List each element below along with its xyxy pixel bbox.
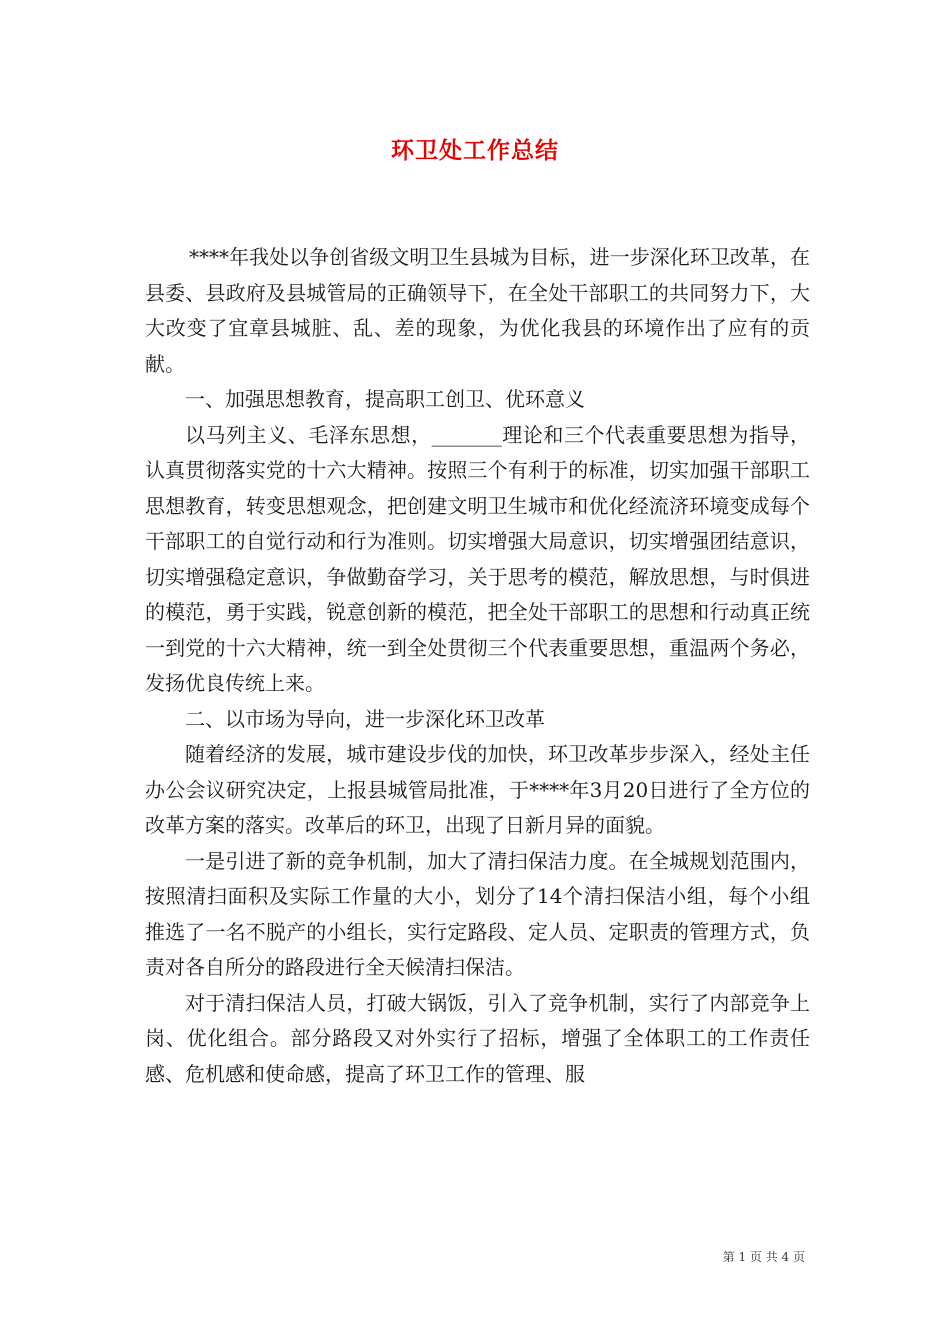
paragraph-cleaning-staff: 对于清扫保洁人员，打破大锅饭，引入了竞争机制，实行了内部竞争上岗、优化组合。部分路段又对外实行了招标，增强了全体职工的工作责任感、危机感和使命感，提高了环卫工作的管理、服 [145,990,810,1086]
paragraph-competition: 一是引进了新的竞争机制，加大了清扫保洁力度。在全城规划范围内，按照清扫面积及实际工作量的大小，划分了14个清扫保洁小组，每个小组推选了一名不脱产的小组长，实行定路段、定人员、定职责的管理方式，负责对各自所分的路段进行全天候清扫保洁。 [145,848,810,979]
document-title: 环卫处工作总结 [391,137,559,164]
paragraph-intro: ****年我处以争创省级文明卫生县城为目标，进一步深化环卫改革，在县委、县政府及县城管局的正确领导下，在全处干部职工的共同努力下，大大改变了宜章县城脏、乱、差的现象，为优化我县的环境作出了应有的贡献。 [145,245,810,376]
section-heading-1: 一、加强思想教育，提高职工创卫、优环意义 [185,387,585,411]
paragraph-reform: 随着经济的发展，城市建设步伐的加快，环卫改革步步深入，经处主任办公会议研究决定，上报县城管局批准，于****年3月20日进行了全方位的改革方案的落实。改革后的环卫，出现了日新月异的面貌。 [145,742,810,837]
page-number: 第 1 页 共 4 页 [722,1250,805,1264]
document-body [145,240,810,1092]
paragraph-thought-education: 以马列主义、毛泽东思想，_______理论和三个代表重要思想为指导，认真贯彻落实党的十六大精神。按照三个有利于的标准，切实加强干部职工思想教育，转变思想观念，把创建文明卫生城市和优化经流济环境变成每个干部职工的自觉行动和行为准则。切实增强大局意识，切实增强团结意识，切实增强稳定意识，争做勤奋学习，关于思考的模范，解放思想，与时俱进的模范，勇于实践，锐意创新的模范，把全处干部职工的思想和行动真正统一到党的十六大精神，统一到全处贯彻三个代表重要思想，重温两个务必，发扬优良传统上来。 [145,422,810,695]
section-heading-2: 二、以市场为导向，进一步深化环卫改革 [185,706,545,731]
